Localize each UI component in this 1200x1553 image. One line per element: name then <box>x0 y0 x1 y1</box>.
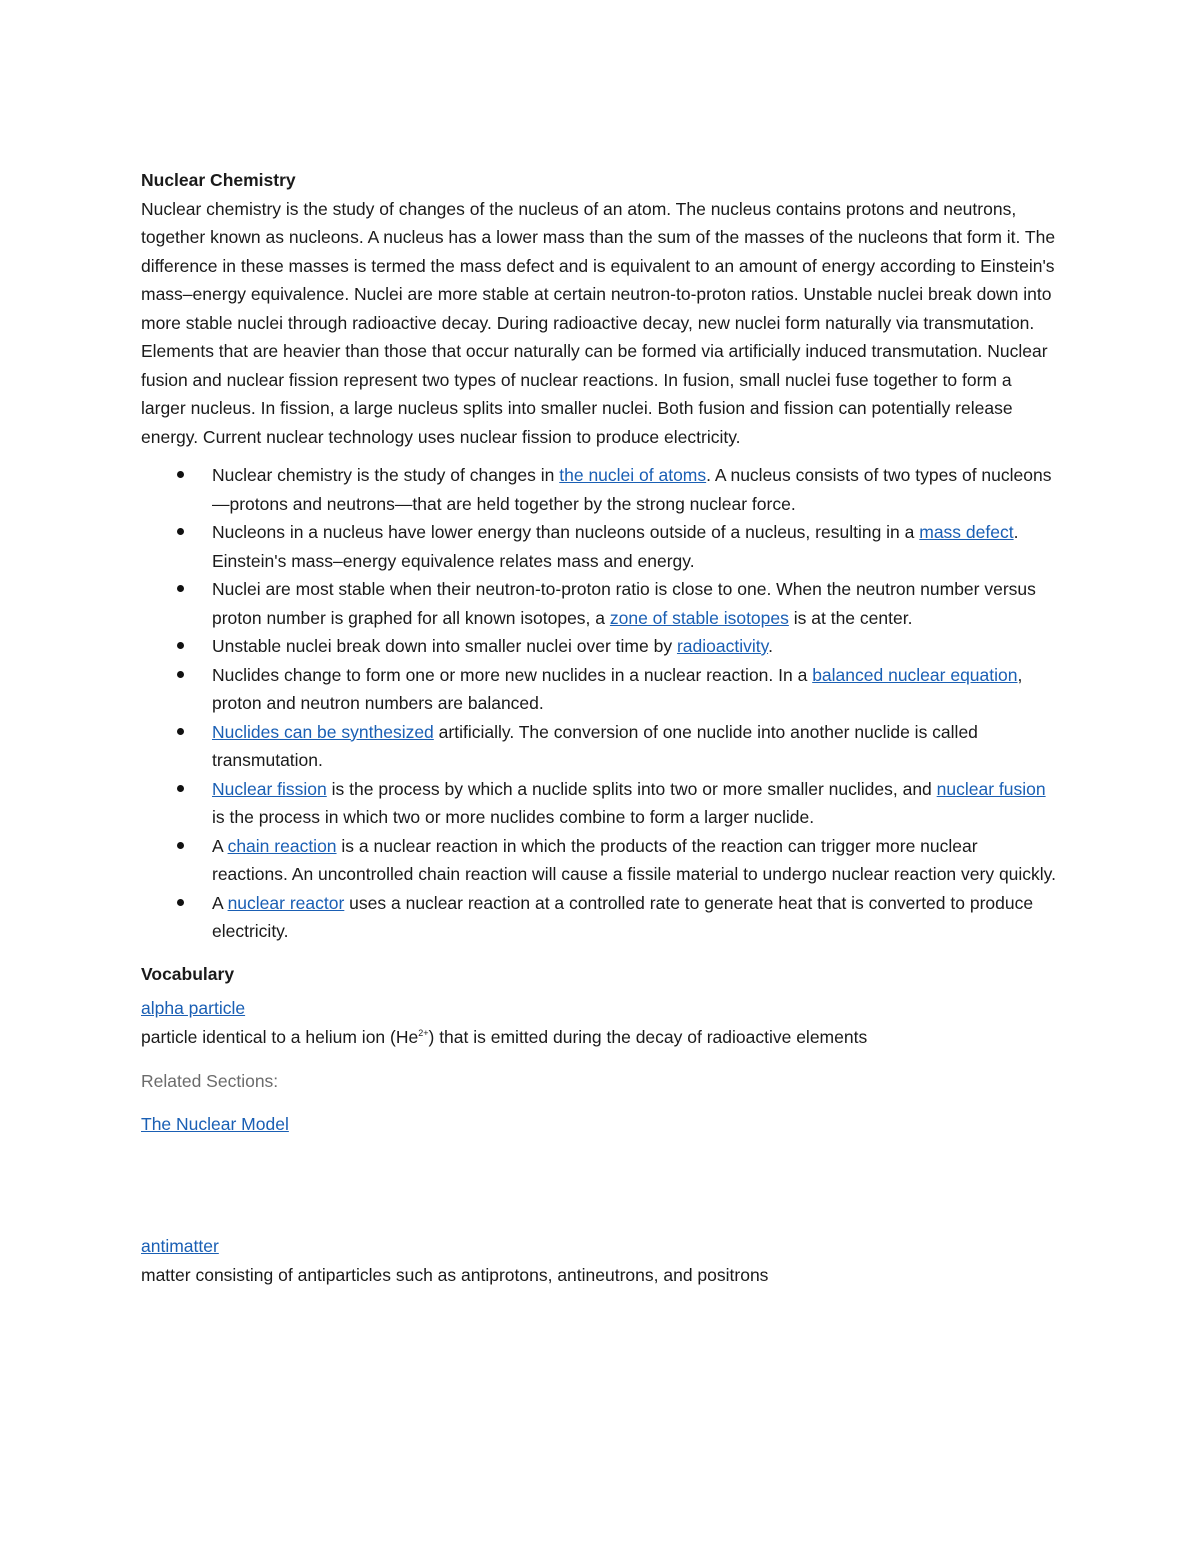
definition-text: particle identical to a helium ion (He <box>141 1026 419 1047</box>
vocab-term <box>141 994 1056 1023</box>
summary-list <box>141 461 1056 946</box>
intro-paragraph: Nuclear chemistry is the study of changes of the nucleus of an atom. The nucleus contains protons and neutrons, together known as nucleons. A nucleus has a lower mass than the sum of the masses of the nucleons that form it. The difference in these masses is termed the mass defect and is equivalent to an amount of energy according to Einstein's mass–energy equivalence. Nuclei are more stable at certain neutron-to-proton ratios. Unstable nuclei break down into more stable nuclei through radioactive decay. During radioactive decay, new nuclei form naturally via transmutation. Elements that are heavier than those that occur naturally can be formed via artificially induced transmutation. Nuclear fusion and nuclear fission represent two types of nuclear reactions. In fusion, small nuclei fuse together to form a larger nucleus. In fission, a large nucleus splits into smaller nuclei. Both fusion and fission can potentially release energy. Current nuclear technology uses nuclear fission to produce electricity. <box>141 198 1056 447</box>
term-link-alpha-particle[interactable]: alpha particle <box>141 998 246 1018</box>
link-nuclear-reactor[interactable]: nuclear reactor <box>227 892 345 913</box>
link-nuclei-of-atoms[interactable]: the nuclei of atoms <box>559 465 707 485</box>
list-item <box>141 461 1056 518</box>
list-item-text: . A nucleus consists of two types of nucleons—protons and neutrons—that are held together by the strong nuclear force. <box>212 465 1052 514</box>
list-item-text: Nucleons in a nucleus have lower energy than nucleons outside of a nucleus, resulting in a <box>212 522 920 542</box>
list-item-text: A <box>212 835 228 856</box>
document-content <box>141 166 1056 1289</box>
vocab-definition: matter consisting of antiparticles such as antiprotons, antineutrons, and positrons <box>141 1264 769 1285</box>
list-item-text: , proton and neutron numbers are balanced. <box>212 664 1023 713</box>
list-item-text: Unstable nuclei break down into smaller nuclei over time by <box>212 636 677 656</box>
vocabulary-heading: Vocabulary <box>141 963 235 984</box>
related-link-nuclear-model[interactable]: The Nuclear Model <box>141 1113 289 1134</box>
related-sections-label: Related Sections: <box>141 1071 279 1091</box>
link-zone-of-stable-isotopes[interactable]: zone of stable isotopes <box>609 607 789 628</box>
page-title: Nuclear Chemistry <box>141 170 296 190</box>
list-item <box>141 632 1056 661</box>
list-item-text: is a nuclear reaction in which the products of the reaction can trigger more nuclear reactions. An uncontrolled chain reaction will cause a fissile material to undergo nuclear reaction very quickly. <box>212 835 1056 884</box>
list-item-text: is the process in which two or more nuclides combine to form a larger nuclide. <box>212 807 815 827</box>
charge-superscript: 2+ <box>418 1027 429 1038</box>
list-item <box>141 775 1056 832</box>
list-item <box>141 832 1056 889</box>
list-item <box>141 518 1056 575</box>
list-item-text: is the process by which a nuclide splits into two or more smaller nuclides, and <box>326 778 937 799</box>
vocab-term <box>141 1232 1056 1261</box>
spacer <box>141 1138 1056 1226</box>
link-mass-defect[interactable]: mass defect <box>919 522 1014 542</box>
list-item <box>141 661 1056 718</box>
list-item-text: uses a nuclear reaction at a controlled rate to generate heat that is converted to produce electricity. <box>212 892 1034 941</box>
list-item <box>141 889 1056 946</box>
list-item-text: Nuclides change to form one or more new nuclides in a nuclear reaction. In a <box>212 664 813 685</box>
link-radioactivity[interactable]: radioactivity <box>676 636 769 656</box>
list-item-text: . Einstein's mass–energy equivalence relates mass and energy. <box>212 522 1019 571</box>
list-item-text: Nuclei are most stable when their neutron-to-proton ratio is close to one. When the neutron number versus proton number is graphed for all known isotopes, a <box>212 579 1036 628</box>
link-nuclides-can-be-synthesized[interactable]: Nuclides can be synthesized <box>212 721 434 742</box>
list-item <box>141 575 1056 632</box>
link-nuclear-fusion[interactable]: nuclear fusion <box>936 778 1046 799</box>
term-link-antimatter[interactable]: antimatter <box>141 1236 219 1256</box>
link-balanced-nuclear-equation[interactable]: balanced nuclear equation <box>812 664 1018 685</box>
list-item-text: artificially. The conversion of one nuclide into another nuclide is called transmutation. <box>212 721 978 770</box>
list-item-text: . <box>768 636 773 656</box>
link-chain-reaction[interactable]: chain reaction <box>227 835 337 856</box>
related-section <box>141 1110 1056 1139</box>
list-item-text: A <box>212 892 228 913</box>
vocab-definition <box>141 1023 1056 1052</box>
link-nuclear-fission[interactable]: Nuclear fission <box>212 778 327 799</box>
definition-text: ) that is emitted during the decay of radioactive elements <box>428 1026 868 1047</box>
list-item-text: Nuclear chemistry is the study of changes in <box>212 465 560 485</box>
list-item-text: is at the center. <box>788 607 913 628</box>
list-item <box>141 718 1056 775</box>
